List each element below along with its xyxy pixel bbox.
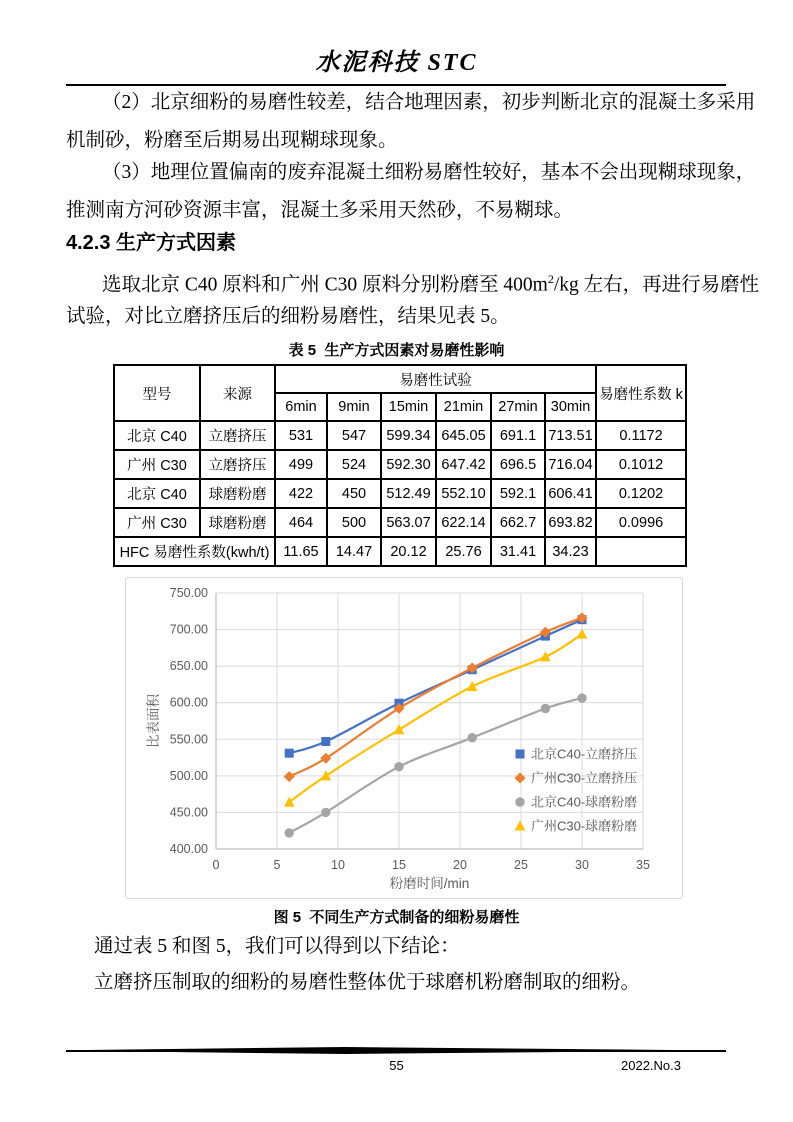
- table-cell: 25.76: [436, 537, 491, 566]
- issue-number: 2022.No.3: [621, 1058, 681, 1073]
- table-cell: 0.1202: [596, 479, 686, 508]
- table-cell: 422: [275, 479, 327, 508]
- table-cell: 552.10: [436, 479, 491, 508]
- x-tick-label: 30: [575, 858, 589, 872]
- table-cell: 547: [327, 421, 381, 450]
- table-cell: 0.0996: [596, 508, 686, 537]
- table-cell: 606.41: [545, 479, 596, 508]
- x-tick-label: 5: [273, 858, 281, 872]
- table-row: [114, 450, 686, 479]
- table-cell: 11.65: [275, 537, 327, 566]
- table-cell: 691.1: [491, 421, 545, 450]
- col-header-group: 易磨性试验: [275, 365, 596, 393]
- y-tick-label: 550.00: [169, 732, 208, 747]
- data-point-marker: [468, 733, 477, 742]
- y-tick-label: 650.00: [169, 659, 208, 674]
- paragraph-4: [66, 260, 760, 336]
- y-tick-label: 750.00: [169, 586, 208, 600]
- table-cell: 696.5: [491, 450, 545, 479]
- x-tick-label: 35: [636, 858, 650, 872]
- table-cell: 464: [275, 508, 327, 537]
- table5-caption: 表 5 生产方式因素对易磨性影响: [288, 342, 505, 359]
- section-heading: 4.2.3 生产方式因素: [66, 232, 237, 254]
- paragraph-2: [66, 84, 756, 160]
- data-point-marker: [321, 770, 332, 780]
- data-point-marker: [321, 808, 330, 817]
- table-cell: 531: [275, 421, 327, 450]
- table-cell: 524: [327, 450, 381, 479]
- paragraph-3-line-1: （3）地理位置偏南的废弃混凝土细粉易磨性较好，基本不会出现糊球现象，: [102, 162, 756, 183]
- table-cell-hfc-label: HFC 易磨性系数(kwh/t): [114, 537, 275, 566]
- data-point-marker: [394, 762, 403, 771]
- page-number: 55: [389, 1058, 404, 1073]
- table-cell: 34.23: [545, 537, 596, 566]
- col-header-time: 9min: [327, 393, 381, 421]
- superscript-2: 2: [547, 272, 554, 286]
- table-cell: 693.82: [545, 508, 596, 537]
- col-header-time: 30min: [545, 393, 596, 421]
- table-cell: 716.04: [545, 450, 596, 479]
- col-header-time: 6min: [275, 393, 327, 421]
- y-tick-label: 500.00: [169, 768, 208, 783]
- col-header-k: 易磨性系数 k: [596, 365, 686, 421]
- col-header-time: 15min: [381, 393, 436, 421]
- paragraph-4-line-2: 试验，对比立磨挤压后的细粉易磨性，结果见表 5。: [66, 306, 510, 327]
- table-cell: 立磨挤压: [200, 450, 275, 479]
- table-cell: 立磨挤压: [200, 421, 275, 450]
- table-cell: 592.1: [491, 479, 545, 508]
- legend-label: 广州C30-立磨挤压: [531, 770, 638, 786]
- data-point-marker: [467, 681, 478, 691]
- x-tick-label: 20: [453, 858, 467, 872]
- data-point-marker: [577, 693, 586, 702]
- table-row: [114, 479, 686, 508]
- table-row: [114, 508, 686, 537]
- table-cell: 500: [327, 508, 381, 537]
- table-cell: 北京 C40: [114, 479, 200, 508]
- legend-marker: [515, 797, 524, 806]
- table-cell: 713.51: [545, 421, 596, 450]
- table-cell: 592.30: [381, 450, 436, 479]
- paragraph-6: 立磨挤压制取的细粉的易磨性整体优于球磨机粉磨制取的细粉。: [94, 972, 641, 993]
- data-point-marker: [285, 828, 294, 837]
- data-point-marker: [284, 771, 295, 782]
- legend-marker: [515, 820, 526, 830]
- x-tick-label: 0: [212, 858, 220, 872]
- table-row-hfc: [114, 537, 686, 566]
- table-cell: 广州 C30: [114, 508, 200, 537]
- table-cell: 662.7: [491, 508, 545, 537]
- figure5-chart-svg: [126, 578, 682, 898]
- col-header-time: 21min: [436, 393, 491, 421]
- x-tick-label: 10: [331, 858, 345, 872]
- table-cell: 512.49: [381, 479, 436, 508]
- table-cell: 0.1012: [596, 450, 686, 479]
- footer-rule: [66, 1047, 726, 1054]
- table-cell: 球磨粉磨: [200, 508, 275, 537]
- col-header-model: 型号: [114, 365, 200, 421]
- table5: [113, 364, 687, 567]
- table-cell: 647.42: [436, 450, 491, 479]
- legend-marker: [516, 750, 525, 759]
- y-tick-label: 450.00: [169, 805, 208, 820]
- table-cell: 0.1172: [596, 421, 686, 450]
- data-point-marker: [321, 737, 330, 746]
- data-point-marker: [285, 749, 294, 758]
- y-tick-label: 700.00: [169, 622, 208, 637]
- col-header-time: 27min: [491, 393, 545, 421]
- table-cell: 14.47: [327, 537, 381, 566]
- figure5-chart: [125, 577, 683, 899]
- legend-label: 北京C40-球磨粉磨: [531, 794, 638, 810]
- table-cell: 599.34: [381, 421, 436, 450]
- paragraph-3: [66, 154, 756, 230]
- paragraph-2-line-1: （2）北京细粉的易磨性较差，结合地理因素，初步判断北京的混凝土多采用: [102, 92, 756, 113]
- x-tick-label: 25: [514, 858, 528, 872]
- table-cell: 31.41: [491, 537, 545, 566]
- table-row: [114, 421, 686, 450]
- data-point-marker: [541, 704, 550, 713]
- table-cell: 北京 C40: [114, 421, 200, 450]
- legend-label: 广州C30-球磨粉磨: [531, 818, 638, 834]
- table-cell: 645.05: [436, 421, 491, 450]
- x-axis-title: 粉磨时间/min: [389, 876, 470, 891]
- table-cell: 622.14: [436, 508, 491, 537]
- paragraph-3-line-2: 推测南方河砂资源丰富，混凝土多采用天然砂，不易糊球。: [66, 200, 574, 221]
- figure5-caption: 图 5 不同生产方式制备的细粉易磨性: [273, 909, 520, 926]
- table-cell: 450: [327, 479, 381, 508]
- table-cell: [596, 537, 686, 566]
- table-cell: 20.12: [381, 537, 436, 566]
- table-cell: 广州 C30: [114, 450, 200, 479]
- table-header-row-1: [114, 365, 686, 393]
- data-point-marker: [540, 651, 551, 661]
- table-cell: 563.07: [381, 508, 436, 537]
- paragraph-4-line-1: 选取北京 C40 原料和广州 C30 原料分别粉磨至 $400m^2/kg$ 左右，再进行易磨性: [102, 272, 760, 296]
- legend-label: 北京C40-立磨挤压: [531, 746, 638, 762]
- data-point-marker: [320, 753, 331, 764]
- y-axis-title: 比表面积: [146, 694, 161, 748]
- table-cell: 499: [275, 450, 327, 479]
- col-header-source: 来源: [200, 365, 275, 421]
- journal-title: 水泥科技 STC: [315, 50, 478, 76]
- y-tick-label: 400.00: [169, 842, 208, 856]
- y-tick-label: 600.00: [169, 695, 208, 710]
- table-cell: 球磨粉磨: [200, 479, 275, 508]
- paragraph-2-line-2: 机制砂，粉磨至后期易出现糊球现象。: [66, 130, 398, 151]
- legend-marker: [515, 773, 526, 784]
- paragraph-5: 通过表 5 和图 5，我们可以得到以下结论：: [94, 936, 460, 957]
- x-tick-label: 15: [392, 858, 406, 872]
- data-point-marker: [394, 724, 405, 734]
